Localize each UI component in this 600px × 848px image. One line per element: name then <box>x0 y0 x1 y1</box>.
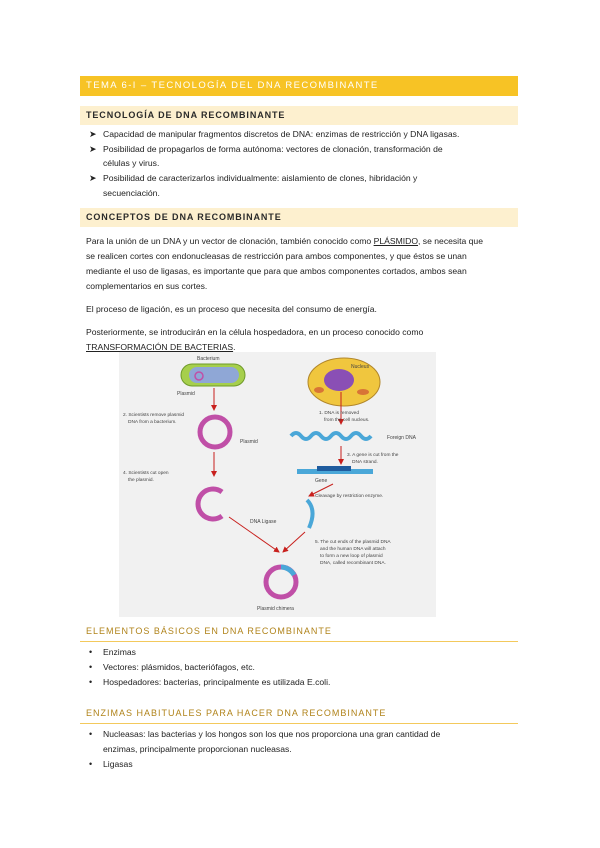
dot-bullet-icon: • <box>89 759 93 769</box>
paragraph-line: mediante el uso de ligasas, es importante que para que ambos componentes cortados, ambos sean <box>86 266 467 276</box>
list-item-continuation: células y virus. <box>103 158 160 168</box>
dot-bullet-icon: • <box>89 662 93 672</box>
arrow <box>283 532 305 552</box>
section-heading-conceptos: CONCEPTOS DE DNA RECOMBINANTE <box>80 208 518 227</box>
list-item: • Enzimas <box>103 645 513 660</box>
paragraph-line: Para la unión de un DNA y un vector de clonación, también conocido como PLÁSMIDO, se necesita que <box>86 236 483 246</box>
label-bacterium: Bacterium <box>197 356 220 362</box>
label-step2: DNA from a bacterium. <box>128 420 177 425</box>
label-step5: 5. The cut ends of the plasmid DNA <box>315 540 391 545</box>
recombinant-dna-diagram <box>119 352 436 617</box>
label-plasmid-2: Plasmid <box>240 439 258 445</box>
paragraph-ligacion: El proceso de ligación, es un proceso que necesita del consumo de energía. <box>86 304 377 314</box>
label-step5: and the human DNA will attach <box>320 547 386 552</box>
paragraph-line: Posteriormente, se introducirán en la célula hospedadora, en un proceso conocido como <box>86 327 424 337</box>
document-title: TEMA 6-I – TECNOLOGÍA DEL DNA RECOMBINANTE <box>80 76 518 96</box>
label-step5: to form a new loop of plasmid <box>320 554 383 559</box>
list-item-continuation: secuenciación. <box>103 188 160 198</box>
inserted-gene-arc <box>281 567 294 575</box>
label-step2: 2. Scientists remove plasmid <box>123 413 185 418</box>
label-step1: 1. DNA is removed <box>319 411 359 416</box>
paragraph-line: complementarios en sus cortes. <box>86 281 208 291</box>
term-transformacion: TRANSFORMACIÓN DE BACTERIAS <box>86 342 234 352</box>
section-heading-tecnologia: TECNOLOGÍA DE DNA RECOMBINANTE <box>80 106 518 125</box>
dot-bullet-icon: • <box>89 729 93 739</box>
cut-gene <box>307 500 313 528</box>
list-item: • Nucleasas: las bacterias y los hongos son los que nos proporciona una gran cantidad de <box>103 727 513 742</box>
list-item: • Hospedadores: bacterias, principalmente es utilizada E.coli. <box>103 675 513 690</box>
label-foreign-dna: Foreign DNA <box>387 435 416 441</box>
list-item: ➤ Posibilidad de propagarlos de forma autónoma: vectores de clonación, transformación de <box>103 142 513 157</box>
arrow-bullet-icon: ➤ <box>89 173 97 183</box>
list-item: • Ligasas <box>103 757 513 772</box>
label-step4: 4. Scientists cut open <box>123 471 169 476</box>
bacterium-illustration <box>181 364 245 386</box>
label-step5: DNA, called recombinant DNA. <box>320 561 386 566</box>
paragraph-line: se realicen cortes con endonucleasas de restricción para ambos componentes, y que éstos se unan <box>86 251 467 261</box>
label-step3: 3. A gene is cut from the <box>347 453 399 458</box>
term-plasmido: PLÁSMIDO <box>373 236 419 246</box>
gene-highlight <box>317 466 351 471</box>
section-heading-enzimas: ENZIMAS HABITUALES PARA HACER DNA RECOMBINANTE <box>80 708 518 724</box>
list-item: • Vectores: plásmidos, bacteriófagos, etc. <box>103 660 513 675</box>
dot-bullet-icon: • <box>89 677 93 687</box>
label-nucleus: Nucleus <box>351 364 370 370</box>
label-plasmid-chimera: Plasmid chimera <box>257 606 294 612</box>
arrow-bullet-icon: ➤ <box>89 144 97 154</box>
label-dna-ligase: DNA Ligase <box>250 519 277 525</box>
section-heading-elementos: ELEMENTOS BÁSICOS EN DNA RECOMBINANTE <box>80 626 518 642</box>
label-step3: DNA strand. <box>352 460 378 465</box>
cut-plasmid <box>198 489 222 519</box>
list-item: ➤ Capacidad de manipular fragmentos discretos de DNA: enzimas de restricción y DNA ligasas. <box>103 127 513 142</box>
list-item: ➤ Posibilidad de caracterizarlos individualmente: aislamiento de clones, hibridación y <box>103 171 513 186</box>
paragraph-line: TRANSFORMACIÓN DE BACTERIAS. <box>86 342 236 352</box>
label-gene: Gene <box>315 478 328 484</box>
arrow-bullet-icon: ➤ <box>89 129 97 139</box>
label-step4: the plasmid. <box>128 478 154 483</box>
dot-bullet-icon: • <box>89 647 93 657</box>
label-step1: from the cell nucleus. <box>324 418 370 423</box>
label-plasmid: Plasmid <box>177 391 195 397</box>
plasmid-ring <box>200 417 230 447</box>
list-item-continuation: enzimas, principalmente proporcionan nucleasas. <box>103 744 292 754</box>
foreign-dna-strand <box>291 433 371 439</box>
label-cleavage: Cleavage by restriction enzyme. <box>315 494 384 499</box>
cell-illustration <box>308 358 380 406</box>
